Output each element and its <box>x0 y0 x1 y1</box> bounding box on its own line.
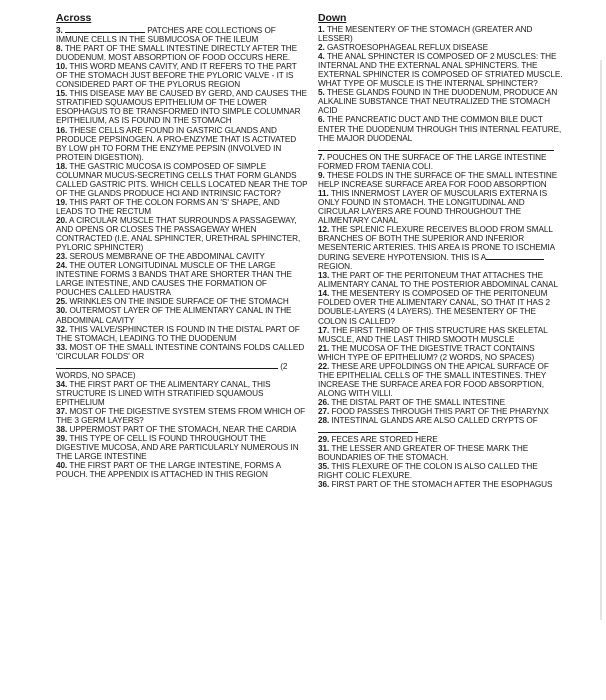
clue-number: 34. <box>56 379 68 389</box>
clue-across-10 <box>56 62 308 89</box>
clue-down-28 <box>318 416 564 435</box>
clue-down-14 <box>318 289 564 325</box>
clue-text: THIS INNERMOST LAYER OF MUSCULARIS EXTERNA IS ONLY FOUND IN STOMACH. THE LONGITUDINAL AND CIRCULAR LAYERS ARE FOUND THROUGHOUT THE ALIMENTARY CANAL <box>318 188 548 225</box>
clue-number: 38. <box>56 425 68 435</box>
clue-down-26 <box>318 398 564 407</box>
clue-number: 36. <box>318 480 330 490</box>
clue-down-5 <box>318 88 564 115</box>
clue-across-19 <box>56 198 308 216</box>
clue-text: (2 WORDS, NO SPACE) <box>56 361 288 380</box>
clue-text: THIS WORD MEANS CAVITY, AND IT REFERS TO THE PART OF THE STOMACH JUST BEFORE THE PYLORIC VALVE - IT IS CONSIDERED PART OF THE PYLORUS REGION <box>56 62 297 90</box>
clue-down-2 <box>318 43 564 52</box>
clue-number: 33. <box>56 342 68 352</box>
clue-number: 1. <box>318 25 325 34</box>
clue-text: REGION. <box>318 262 353 272</box>
clue-text: A CIRCULAR MUSCLE THAT SURROUNDS A PASSAGEWAY, AND OPENS OR CLOSES THE PASSAGEWAY WHEN CONTRACTED (I.E. ANAL SPHINCTER, URETHRAL SPHINCTER, PYLORIC SPHINCTER) <box>56 215 301 253</box>
clue-number: 32. <box>56 324 68 334</box>
clue-text: THE FIRST PART OF THE ALIMENTARY CANAL, THIS STRUCTURE IS LINED WITH STRATIFIED SQUAMOUS EPITHELIUM <box>56 379 271 407</box>
clue-number: 3. <box>56 26 63 35</box>
clue-text: THIS TYPE OF CELL IS FOUND THROUGHOUT THE DIGESTIVE MUCOSA, AND ARE PARTICULARLY NUMEROUS IN THE LARGE INTESTINE <box>56 434 299 462</box>
clue-text: MOST OF THE SMALL INTESTINE CONTAINS FOLDS CALLED 'CIRCULAR FOLDS' OR <box>56 342 305 361</box>
clue-text: THIS FLEXURE OF THE COLON IS ALSO CALLED THE RIGHT COLIC FLEXURE. <box>318 462 538 481</box>
clue-text: THIS DISEASE MAY BE CAUSED BY GERD, AND CAUSES THE STRATIFIED SQUAMOUS EPITHELIUM OF THE LOWER ESOPHAGUS TO BE TRANSFORMED INTO SIMPLE COLUMNAR EPITHELIUM, AS IS FOUND IN THE STOMACH <box>56 89 307 126</box>
clue-number: 16. <box>56 125 68 135</box>
clue-number: 17. <box>318 325 330 335</box>
clue-text: PATCHES ARE COLLECTIONS OF IMMUNE CELLS IN THE SUBMUCOSA OF THE ILEUM <box>56 26 276 45</box>
clue-text: THE MUCOSA OF THE DIGESTIVE TRACT CONTAINS WHICH TYPE OF EPITHELIUM? (2 WORDS, NO SPACES) <box>318 343 535 362</box>
clue-across-18 <box>56 162 308 198</box>
clue-text: POUCHES ON THE SURFACE OF THE LARGE INTESTINE FORMED FROM TAENIA COLI. <box>318 152 547 171</box>
clue-down-6 <box>318 115 564 152</box>
answer-blank <box>318 143 554 151</box>
clue-text: THESE ARE UPFOLDINGS ON THE APICAL SURFACE OF THE EPITHELIAL CELLS OF THE SMALL INTESTINES. THEY INCREASE THE SURFACE AREA FOR FOOD ABSORPTION, ALONG WITH VILLI. <box>318 361 549 398</box>
clue-number: 29. <box>318 435 330 445</box>
clue-across-40 <box>56 461 308 479</box>
clue-number: 30. <box>56 306 68 316</box>
clue-number: 26. <box>318 397 330 407</box>
clue-down-22 <box>318 362 564 398</box>
clue-text: FOOD PASSES THROUGH THIS PART OF THE PHARYNX <box>331 406 549 416</box>
clue-text: THE OUTER LONGITUDINAL MUSCLE OF THE LARGE INTESTINE FORMS 3 BANDS THAT ARE SHORTER THAN THE LARGE INTESTINE, AND CAUSES THE FORMATION OF POUCHES CALLED HAUSTRA <box>56 261 292 298</box>
clue-down-17 <box>318 326 564 344</box>
clue-text: FIRST PART OF THE STOMACH AFTER THE ESOPHAGUS <box>331 480 553 490</box>
clue-number: 37. <box>56 406 68 416</box>
clue-text: WRINKLES ON THE INSIDE SURFACE OF THE STOMACH <box>69 297 289 307</box>
clue-number: 40. <box>56 461 68 471</box>
clue-number: 15. <box>56 89 68 99</box>
clue-number: 12. <box>318 225 330 235</box>
clue-across-39 <box>56 434 308 461</box>
clue-across-20 <box>56 216 308 252</box>
clue-number: 28. <box>318 416 330 426</box>
clue-text: FECES ARE STORED HERE <box>331 435 438 445</box>
clue-number: 13. <box>318 271 330 281</box>
answer-blank <box>486 252 544 260</box>
clue-down-27 <box>318 407 564 416</box>
clue-down-29 <box>318 435 564 444</box>
clue-number: 4. <box>318 52 325 62</box>
clue-number: 35. <box>318 462 330 472</box>
clue-number: 25. <box>56 297 68 307</box>
clue-text: UPPERMOST PART OF THE STOMACH, NEAR THE CARDIA <box>69 425 297 435</box>
vertical-scrollbar[interactable] <box>600 60 602 620</box>
clue-text: THE MESENTERY IS COMPOSED OF THE PERITONEUM FOLDED OVER THE ALIMENTARY CANAL, SO THAT IT HAS 2 DOUBLE-LAYERS (4 LAYERS). THE MESENTERY OF THE COLON IS CALLED? <box>318 289 550 326</box>
clue-text: THE FIRST PART OF THE LARGE INTESTINE, FORMS A POUCH. THE APPENDIX IS ATTACHED IN THIS REGION <box>56 461 281 480</box>
clue-across-37 <box>56 407 308 425</box>
clue-number: 2. <box>318 43 325 53</box>
clue-number: 20. <box>56 215 68 225</box>
clue-number: 8. <box>56 44 63 54</box>
clue-text: THE PANCREATIC DUCT AND THE COMMON BILE DUCT ENTER THE DUODENUM THROUGH THIS INTERNAL FEATURE, THE MAJOR DUODENAL <box>318 115 562 143</box>
clue-number: 23. <box>56 252 68 262</box>
clue-text: THE GASTRIC MUCOSA IS COMPOSED OF SIMPLE COLUMNAR MUCUS-SECRETING CELLS THAT FORM GLANDS CALLED GASTRIC PITS. WHICH CELLS LOCATED NEAR THE TOP OF THE GLANDS PRODUCE HCl AND INTRINSIC FACTOR? <box>56 161 308 198</box>
clue-text: THIS PART OF THE COLON FORMS AN 'S' SHAPE, AND LEADS TO THE RECTUM <box>56 197 280 216</box>
answer-blank <box>56 361 278 369</box>
clue-across-16 <box>56 126 308 162</box>
clue-across-32 <box>56 325 308 343</box>
down-heading: Down <box>318 12 347 24</box>
clue-number: 5. <box>318 88 325 98</box>
clue-number: 14. <box>318 289 330 299</box>
clue-number: 22. <box>318 361 330 371</box>
down-column <box>318 12 564 489</box>
clue-text: OUTERMOST LAYER OF THE ALIMENTARY CANAL IN THE ABDOMINAL CAVITY <box>56 306 292 325</box>
clue-number: 10. <box>56 62 68 72</box>
clue-text: GASTROESOPHAGEAL REFLUX DISEASE <box>326 43 489 53</box>
clue-across-15 <box>56 89 308 125</box>
clue-text: THESE FOLDS IN THE SURFACE OF THE SMALL INTESTINE HELP INCREASE SURFACE AREA FOR FOOD ABSORPTION <box>318 170 558 189</box>
answer-blank <box>318 425 418 433</box>
clue-text: THE FIRST THIRD OF THIS STRUCTURE HAS SKELETAL MUSCLE, AND THE LAST THIRD SMOOTH MUSCLE <box>318 325 548 344</box>
answer-blank <box>65 25 145 33</box>
clue-down-4 <box>318 52 564 88</box>
clue-across-3 <box>56 25 308 44</box>
clue-down-12 <box>318 225 564 271</box>
clue-text: INTESTINAL GLANDS ARE ALSO CALLED CRYPTS OF <box>331 416 538 426</box>
clue-number: 18. <box>56 161 68 171</box>
clue-across-33 <box>56 343 308 380</box>
clue-number: 31. <box>318 444 330 454</box>
clue-down-9 <box>318 171 564 189</box>
clue-across-34 <box>56 380 308 407</box>
clue-text: THESE GLANDS FOUND IN THE DUODENUM, PRODUCE AN ALKALINE SUBSTANCE THAT NEUTRALIZED THE STOMACH ACID <box>318 88 558 116</box>
clue-text: THE DISTAL PART OF THE SMALL INTESTINE <box>331 397 506 407</box>
clue-text: THE ANAL SPHINCTER IS COMPOSED OF 2 MUSCLES: THE INTERNAL AND THE EXTERNAL ANAL SPHINCTERS. THE EXTERNAL SPHINCTER IS COMPOSED OF STRIATED MUSCLE. WHAT TYPE OF MUSCLE IS THE INTERNAL SPHINCTER? <box>318 52 563 89</box>
clue-across-24 <box>56 261 308 297</box>
clue-text: THE PART OF THE SMALL INTESTINE DIRECTLY AFTER THE DUODENUM. MOST ABSORPTION OF FOOD OCCURS HERE. <box>56 44 298 63</box>
clue-across-23 <box>56 252 308 261</box>
clue-text: THESE CELLS ARE FOUND IN GASTRIC GLANDS AND PRODUCE PEPSINOGEN. A PRO-ENZYME THAT IS ACTIVATED BY LOW pH TO FORM THE ENZYME PEPSIN (INVOLVED IN PROTEIN DIGESTION). <box>56 125 297 162</box>
clue-down-13 <box>318 271 564 289</box>
clue-number: 7. <box>318 152 325 162</box>
clue-down-7 <box>318 153 564 171</box>
clue-number: 21. <box>318 343 330 353</box>
clue-text: THE SPLENIC FLEXURE RECEIVES BLOOD FROM SMALL BRANCHES OF BOTH THE SUPERIOR AND INFERIOR MESENTERIC ARTERIES. THIS AREA IS PRONE TO ISCHEMIA DURING SEVERE HYPOTENSION. THIS IS A <box>318 225 555 263</box>
across-heading: Across <box>56 12 92 24</box>
clue-down-31 <box>318 444 564 462</box>
clue-text: THE MESENTERY OF THE STOMACH (GREATER AND LESSER) <box>318 25 533 44</box>
clue-text: THE PART OF THE PERITONEUM THAT ATTACHES THE ALIMENTARY CANAL TO THE POSTERIOR ABDOMINAL CANAL <box>318 271 558 290</box>
clue-number: 24. <box>56 261 68 271</box>
clue-number: 6. <box>318 115 325 125</box>
clue-number: 19. <box>56 197 68 207</box>
clue-across-8 <box>56 44 308 62</box>
clue-number: 9. <box>318 170 325 180</box>
clue-text: THE LESSER AND GREATER OF THESE MARK THE BOUNDARIES OF THE STOMACH. <box>318 444 529 463</box>
across-column <box>56 12 308 479</box>
clue-across-38 <box>56 425 308 434</box>
clue-text: SEROUS MEMBRANE OF THE ABDOMINAL CAVITY <box>69 252 265 262</box>
clue-across-25 <box>56 297 308 306</box>
clue-text: THIS VALVE/SPHINCTER IS FOUND IN THE DISTAL PART OF THE STOMACH, LEADING TO THE DUODENUM <box>56 324 300 343</box>
clue-down-1 <box>318 25 564 43</box>
clue-number: 27. <box>318 406 330 416</box>
clue-down-36 <box>318 480 564 489</box>
clue-down-11 <box>318 189 564 225</box>
clue-number: 11. <box>318 188 329 198</box>
clue-down-35 <box>318 462 564 480</box>
clue-across-30 <box>56 306 308 324</box>
clue-number: 39. <box>56 434 68 444</box>
clue-text: MOST OF THE DIGESTIVE SYSTEM STEMS FROM WHICH OF THE 3 GERM LAYERS? <box>56 406 306 426</box>
clue-down-21 <box>318 344 564 362</box>
